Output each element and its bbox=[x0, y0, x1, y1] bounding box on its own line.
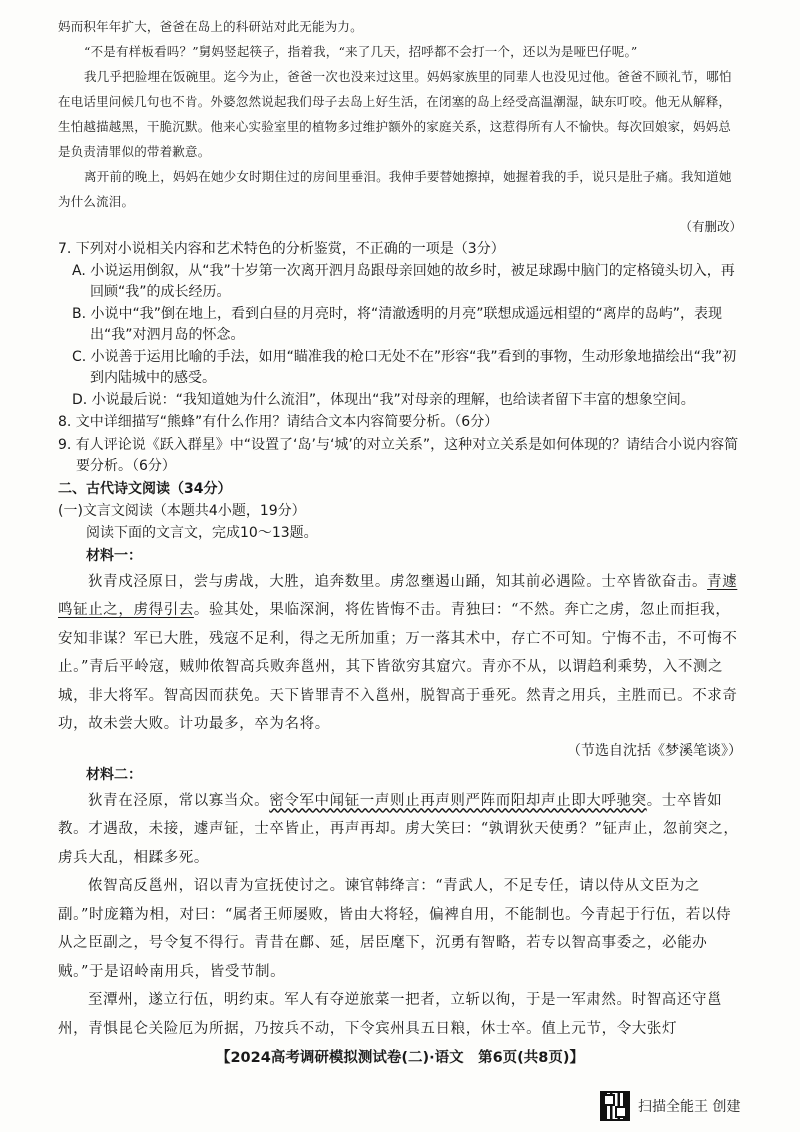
page-footer: 【2024高考调研模拟测试卷(二)·语文 第6页(共8页)】 bbox=[215, 1050, 585, 1066]
material-1-label: 材料一： bbox=[86, 547, 142, 564]
text-run: 狄青在泾原，常以寡当众。 bbox=[88, 792, 270, 809]
subsection-heading: (一)文言文阅读（本题共4小题，19分） bbox=[58, 502, 306, 519]
story-excerpt bbox=[58, 14, 742, 214]
material-2-text bbox=[58, 787, 742, 1044]
questions-block bbox=[58, 239, 742, 478]
question-7-option-d: D. 小说最后说：“我知道她为什么流泪”，体现出“我”对母亲的理解，也给读者留下丰富的想象空间。 bbox=[72, 391, 695, 408]
question-7-option-c: C. 小说善于运用比喻的手法，如用“瞄准我的枪口无处不在”形容“我”看到的事物，生动形象地描绘出“我”初到内陆城中的感受。 bbox=[72, 348, 737, 386]
material-2-paragraph: 侬智高反邕州，诏以青为宣抚使讨之。谏官韩绛言：“青武人，不足专任，请以侍从文臣为之副。”时庞籍为相，对曰：“属者王师屡败，皆由大将轻，偏裨自用，不能制也。今青起于行伍，若以侍从之臣副之，号令复不得行。青昔在鄜、延，居臣麾下，沉勇有智略，若专以智高事委之，必能办贼。”于是诏岭南用兵，皆受节制。 bbox=[58, 878, 732, 980]
question-7: 7. 下列对小说相关内容和艺术特色的分析鉴赏，不正确的一项是（3分） bbox=[58, 241, 505, 257]
story-paragraph: 我几乎把脸埋在饭碗里。迄今为止，爸爸一次也没来过这里。妈妈家族里的同辈人也没见过他。爸爸不顾礼节，哪怕在电话里问候几句也不肯。外婆忽然说起我们母子去岛上好生活，在闭塞的岛上经受高温潮湿，缺东叮咬。他无从解释，生怕越描越黑，干脆沉默。他来心实验室里的植物多过维护额外的家庭关系，这惹得所有人不愉快。每次回娘家，妈妈总是负责清罪似的带着歉意。 bbox=[58, 69, 732, 159]
wavy-underlined-sentence: 密令军中闻钲一声则止再声则严阵而阳却声止即大呼驰突 bbox=[269, 792, 647, 809]
qr-code-icon bbox=[600, 1091, 630, 1121]
underlined-sentence: 青遽鸣钲止之，虏得引去 bbox=[58, 573, 738, 618]
scanner-watermark-text: 扫描全能王 创建 bbox=[638, 1099, 741, 1115]
question-7-option-a: A. 小说运用倒叙，从“我”十岁第一次离开泗月岛跟母亲回她的故乡时，被足球踢中脑门的定格镜头切入，再回顾“我”的成长经历。 bbox=[72, 262, 735, 300]
material-1-paragraph bbox=[58, 568, 742, 739]
story-paragraph: “不是有样板看吗？”舅妈竖起筷子，指着我，“来了几天，招呼都不会打一个，还以为是哑巴仔呢。” bbox=[84, 44, 638, 59]
material-2-label: 材料二： bbox=[86, 766, 142, 783]
section-heading: 二、古代诗文阅读（34分） bbox=[58, 480, 232, 497]
material-2-paragraph bbox=[58, 787, 742, 873]
text-run: 。士卒皆如教。才遇敌，未接，遽声钲，士卒皆止，再声再却。虏大笑曰：“孰谓狄天使勇？”钲声止，忽前突之，虏兵大乱，相蹂多死。 bbox=[58, 792, 739, 866]
material-2-paragraph: 至潭州，遂立行伍，明约束。军人有夺逆旅菜一把者，立斩以徇，于是一军肃然。时智高还守邕州，青惧昆仑关险厄为所据，乃按兵不动，下令宾州具五日粮，休士卒。值上元节，令大张灯 bbox=[58, 992, 723, 1037]
story-paragraph: 妈而积年年扩大，爸爸在岛上的科研站对此无能为力。 bbox=[58, 19, 363, 34]
text-run: 狄青戍泾原日，尝与虏战，大胜，追奔数里。虏忽壅遏山踊，知其前必遇险。士卒皆欲奋击。 bbox=[88, 573, 708, 590]
reading-instruction: 阅读下面的文言文，完成10～13题。 bbox=[86, 524, 318, 541]
scanner-watermark bbox=[600, 1090, 790, 1122]
story-paragraph: 离开前的晚上，妈妈在她少女时期住过的房间里垂泪。我伸手要替她擦掉，她握着我的手，说只是肚子痛。我知道她为什么流泪。 bbox=[58, 169, 732, 209]
edit-note: （有删改） bbox=[679, 219, 742, 234]
question-8: 8. 文中详细描写“熊蜂”有什么作用？请结合文本内容简要分析。（6分） bbox=[58, 414, 499, 430]
text-run: 。验其处，果临深涧，将佐皆悔不击。青独曰：“不然。奔亡之虏，忽止而拒我，安知非谋？军已大胜，残寇不足利，得之无所加重；万一落其术中，存亡不可知。宁悔不击，不可悔不止。”青后平岭寇，贼帅侬智高兵败奔邕州，其下皆欲穷其窟穴。青亦不从，以谓趋利乘势，入不测之城，非大将军。智高因而获免。天下皆罪青不入邕州，脱智高于垂死。然青之用兵，主胜而已。不求奇功，故未尝大败。计功最多，卒为名将。 bbox=[58, 602, 738, 732]
question-9: 9. 有人评论说《跃入群星》中“设置了‘岛’与‘城’的对立关系”，这种对立关系是如何体现的？请结合小说内容简要分析。（6分） bbox=[58, 436, 739, 474]
material-1-text bbox=[58, 568, 742, 739]
question-7-option-b: B. 小说中“我”倒在地上，看到白昼的月亮时，将“清澈透明的月亮”联想成遥远相望的“离岸的岛屿”，表现出“我”对泗月岛的怀念。 bbox=[72, 305, 723, 343]
material-1-source: （节选自沈括《梦溪笔谈》） bbox=[567, 742, 742, 759]
